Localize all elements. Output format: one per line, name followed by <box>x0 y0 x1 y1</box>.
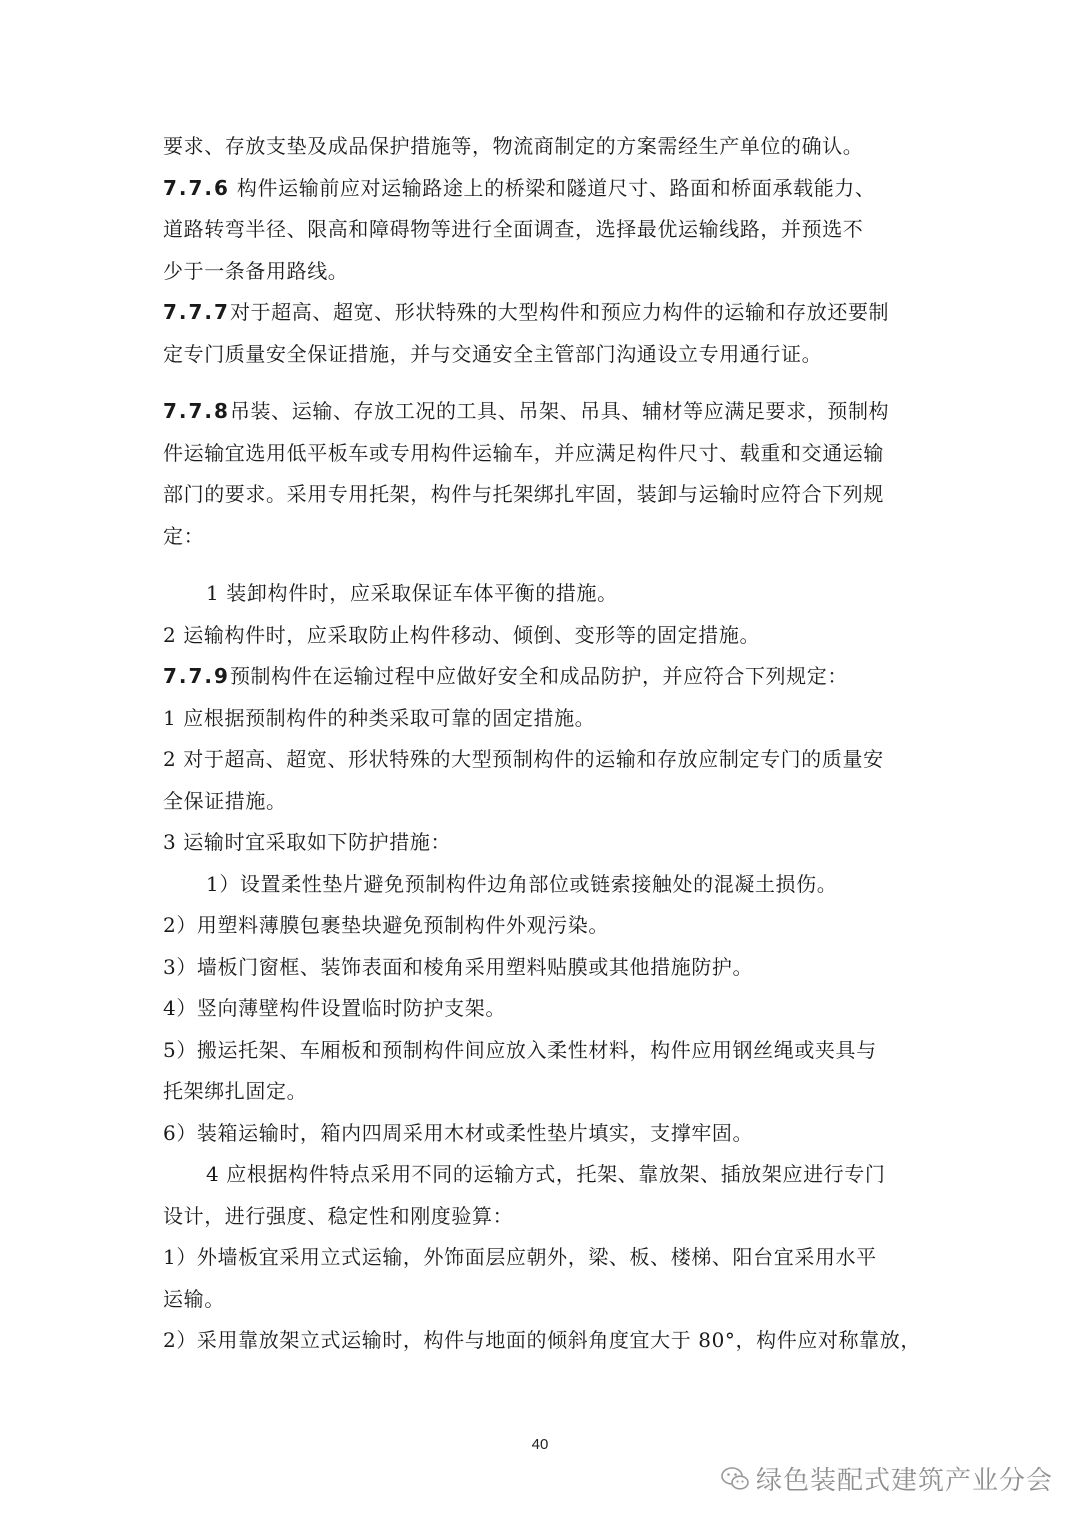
section-number: 7.7.6 <box>163 175 230 200</box>
paragraph-line: 定专门质量安全保证措施，并与交通安全主管部门沟通设立专用通行证。 <box>163 341 823 366</box>
list-subitem: 4）竖向薄壁构件设置临时防护支架。 <box>163 996 506 1020</box>
page-number: 40 <box>531 1436 549 1453</box>
paragraph-gap <box>163 557 923 573</box>
paragraph-line: 全保证措施。 <box>163 788 287 813</box>
section-text: 吊装、运输、存放工况的工具、吊架、吊具、辅材等应满足要求，预制构 <box>229 399 890 423</box>
list-item: 1 装卸构件时，应采取保证车体平衡的措施。 <box>206 581 618 605</box>
paragraph-line: 设计，进行强度、稳定性和刚度验算： <box>163 1203 514 1228</box>
watermark-text: 绿色装配式建筑产业分会 <box>756 1466 1054 1496</box>
list-item: 2 对于超高、超宽、形状特殊的大型预制构件的运输和存放应制定专门的质量安 <box>163 747 884 771</box>
list-subitem: 5）搬运托架、车厢板和预制构件间应放入柔性材料，构件应用钢丝绳或夹具与 <box>163 1037 877 1062</box>
section-text: 构件运输前应对运输路途上的桥梁和隧道尺寸、路面和桥面承载能力、 <box>229 175 876 200</box>
paragraph-line: 部门的要求。采用专用托架，构件与托架绑扎牢固，装卸与运输时应符合下列规 <box>163 482 884 506</box>
section-number: 7.7.7 <box>163 300 230 324</box>
section-heading-line <box>163 292 923 334</box>
list-item: 1 应根据预制构件的种类采取可靠的固定措施。 <box>163 705 596 730</box>
wechat-icon <box>720 1466 750 1492</box>
document-body <box>163 126 923 1362</box>
watermark <box>720 1460 1053 1497</box>
list-subitem: 1）外墙板宜采用立式运输，外饰面层应朝外，梁、板、楼梯、阳台宜采用水平 <box>163 1245 877 1269</box>
list-item: 4 应根据构件特点采用不同的运输方式，托架、靠放架、插放架应进行专门 <box>206 1162 886 1186</box>
list-item: 2 运输构件时，应采取防止构件移动、倾倒、变形等的固定措施。 <box>163 622 761 647</box>
list-subitem: 6）装箱运输时，箱内四周采用木材或柔性垫片填实，支撑牢固。 <box>163 1120 754 1145</box>
paragraph-line: 少于一条备用路线。 <box>163 258 349 283</box>
paragraph-line: 要求、存放支垫及成品保护措施等，物流商制定的方案需经生产单位的确认。 <box>163 134 864 158</box>
paragraph-line: 托架绑扎固定。 <box>163 1079 308 1103</box>
section-heading-line <box>163 168 923 210</box>
list-subitem: 3）墙板门窗框、装饰表面和棱角采用塑料贴膜或其他措施防护。 <box>163 954 754 979</box>
section-heading-line <box>163 391 923 433</box>
section-text: 预制构件在运输过程中应做好安全和成品防护，并应符合下列规定： <box>229 664 848 688</box>
paragraph-line: 定： <box>163 523 205 548</box>
section-text: 对于超高、超宽、形状特殊的大型构件和预应力构件的运输和存放还要制 <box>229 300 890 324</box>
list-subitem: 2）用塑料薄膜包裹垫块避免预制构件外观污染。 <box>163 913 609 937</box>
list-item: 3 运输时宜采取如下防护措施： <box>163 830 452 854</box>
paragraph-line: 件运输宜选用低平板车或专用构件运输车，并应满足构件尺寸、载重和交通运输 <box>163 440 884 465</box>
paragraph-gap <box>163 375 923 391</box>
section-heading-line <box>163 656 923 698</box>
paragraph-line: 道路转弯半径、限高和障碍物等进行全面调查，选择最优运输线路，并预选不 <box>163 217 864 241</box>
section-number: 7.7.8 <box>163 399 230 423</box>
paragraph-line: 运输。 <box>163 1286 225 1311</box>
list-subitem: 1）设置柔性垫片避免预制构件边角部位或链索接触处的混凝土损伤。 <box>206 871 838 896</box>
section-number: 7.7.9 <box>163 664 230 688</box>
list-subitem: 2）采用靠放架立式运输时，构件与地面的倾斜角度宜大于 80°，构件应对称靠放， <box>163 1328 921 1352</box>
